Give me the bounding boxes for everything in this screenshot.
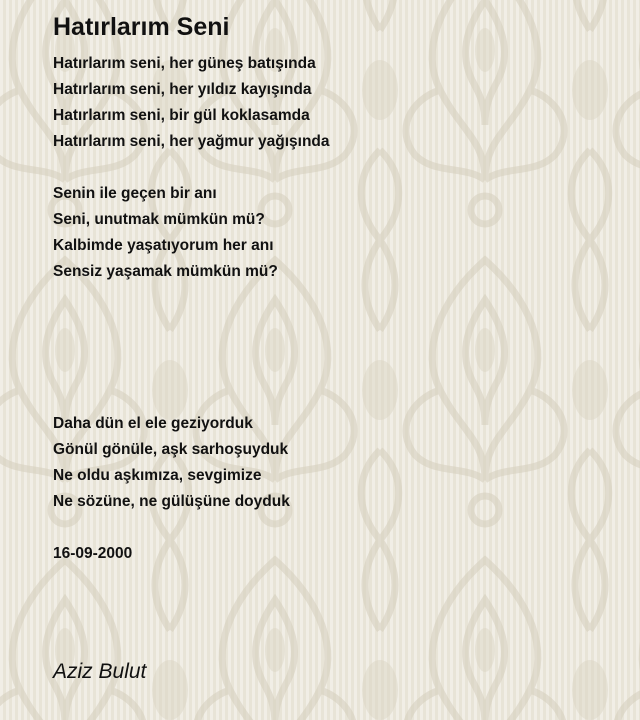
poem-line: Gönül gönüle, aşk sarhoşuyduk [53, 441, 289, 458]
poem-line: Seni, unutmak mümkün mü? [53, 211, 265, 228]
poem-line: Daha dün el ele geziyorduk [53, 415, 253, 432]
poem-line: Sensiz yaşamak mümkün mü? [53, 263, 278, 280]
poem-line: Hatırlarım seni, her yağmur yağışında [53, 133, 330, 150]
poem-line: Senin ile geçen bir anı [53, 185, 217, 202]
poem-line: Ne sözüne, ne gülüşüne doyduk [53, 493, 290, 510]
poem-line: Hatırlarım seni, her güneş batışında [53, 55, 316, 72]
poem-title: Hatırlarım Seni [53, 13, 230, 41]
poem-date: 16-09-2000 [53, 545, 133, 562]
poem-author: Aziz Bulut [53, 660, 147, 683]
poem-line: Ne oldu aşkımıza, sevgimize [53, 467, 262, 484]
poem-line: Hatırlarım seni, her yıldız kayışında [53, 81, 312, 98]
poem-line: Hatırlarım seni, bir gül koklasamda [53, 107, 310, 124]
poem-line: Kalbimde yaşatıyorum her anı [53, 237, 274, 254]
